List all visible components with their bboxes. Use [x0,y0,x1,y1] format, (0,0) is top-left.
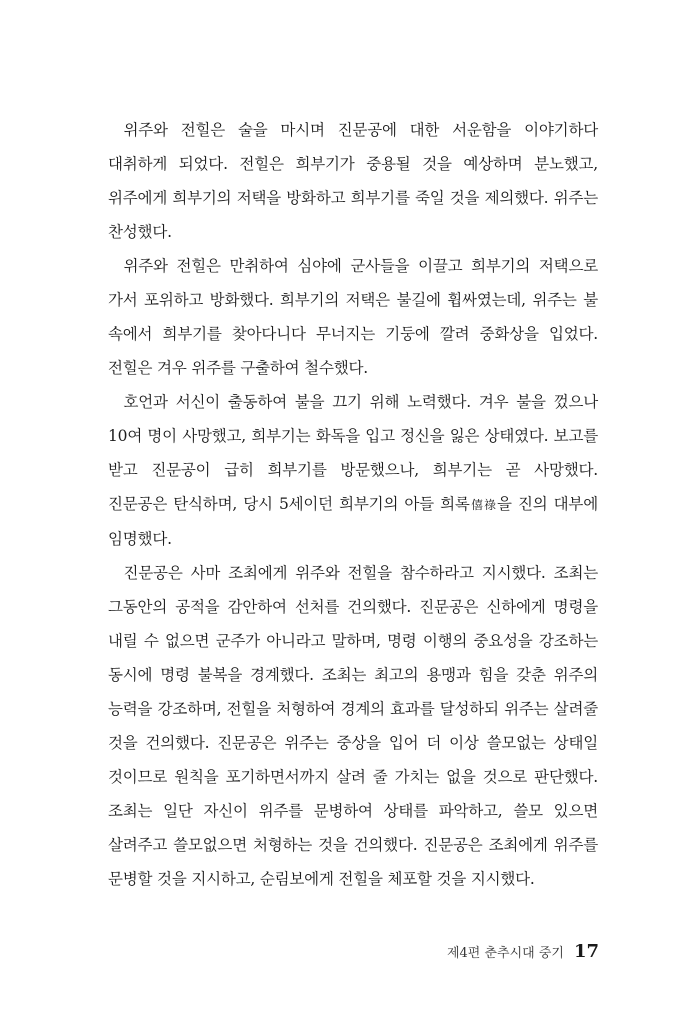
paragraph-1: 위주와 전힐은 술을 마시며 진문공에 대한 서운함을 이야기하다 대취하게 되었다. 전힐은 희부기가 중용될 것을 예상하며 분노했고, 위주에게 희부기의 저택을 방화하고 희부기를 죽일 것을 제의했다. 위주는 찬성했다. [108,121,598,241]
paragraph-3 [108,385,598,556]
paragraph-3-text-before: 호언과 서신이 출동하여 불을 끄기 위해 노력했다. 겨우 불을 껐으나 10여 명이 사망했고, 희부기는 화독을 입고 정신을 잃은 상태였다. 보고를 받고 진문공이 급히 희부기를 방문했으나, 희부기는 곧 사망했다. 진문공은 탄식하며, 당시 5세이던 희부기의 아들 희록 [108,393,598,513]
hanja-name: 僖祿 [469,498,497,512]
page-body [108,113,598,896]
paragraph-4: 진문공은 사마 조최에게 위주와 전힐을 참수하라고 지시했다. 조최는 그동안의 공적을 감안하여 선처를 건의했다. 진문공은 신하에게 명령을 내릴 수 없으면 군주가 아니라고 말하며, 명령 이행의 중요성을 강조하는 동시에 명령 불복을 경계했다. 조최는 최고의 용맹과 힘을 갖춘 위주의 능력을 강조하며, 전힐을 처형하여 경계의 효과를 달성하되 위주는 살려줄 것을 건의했다. 진문공은 위주는 중상을 입어 더 이상 쓸모없는 상태일 것이므로 원칙을 포기하면서까지 살려 줄 가치는 없을 것으로 판단했다. 조최는 일단 자신이 위주를 문병하여 상태를 파악하고, 쓸모 있으면 살려주고 쓸모없으면 처형하는 것을 건의했다. 진문공은 조최에게 위주를 문병할 것을 지시하고, 순림보에게 전힐을 체포할 것을 지시했다. [108,564,598,888]
paragraph-3-text-after: 을 진의 대부에 임명했다. [108,495,598,548]
page-footer [447,941,599,962]
running-footer-title: 제4편 춘추시대 중기 [446,946,564,961]
page-number: 17 [573,941,599,962]
paragraph-2: 위주와 전힐은 만취하여 심야에 군사들을 이끌고 희부기의 저택으로 가서 포위하고 방화했다. 희부기의 저택은 불길에 휩싸였는데, 위주는 불 속에서 희부기를 찾아다니다 무너지는 기둥에 깔려 중화상을 입었다. 전힐은 겨우 위주를 구출하여 철수했다. [108,257,598,377]
